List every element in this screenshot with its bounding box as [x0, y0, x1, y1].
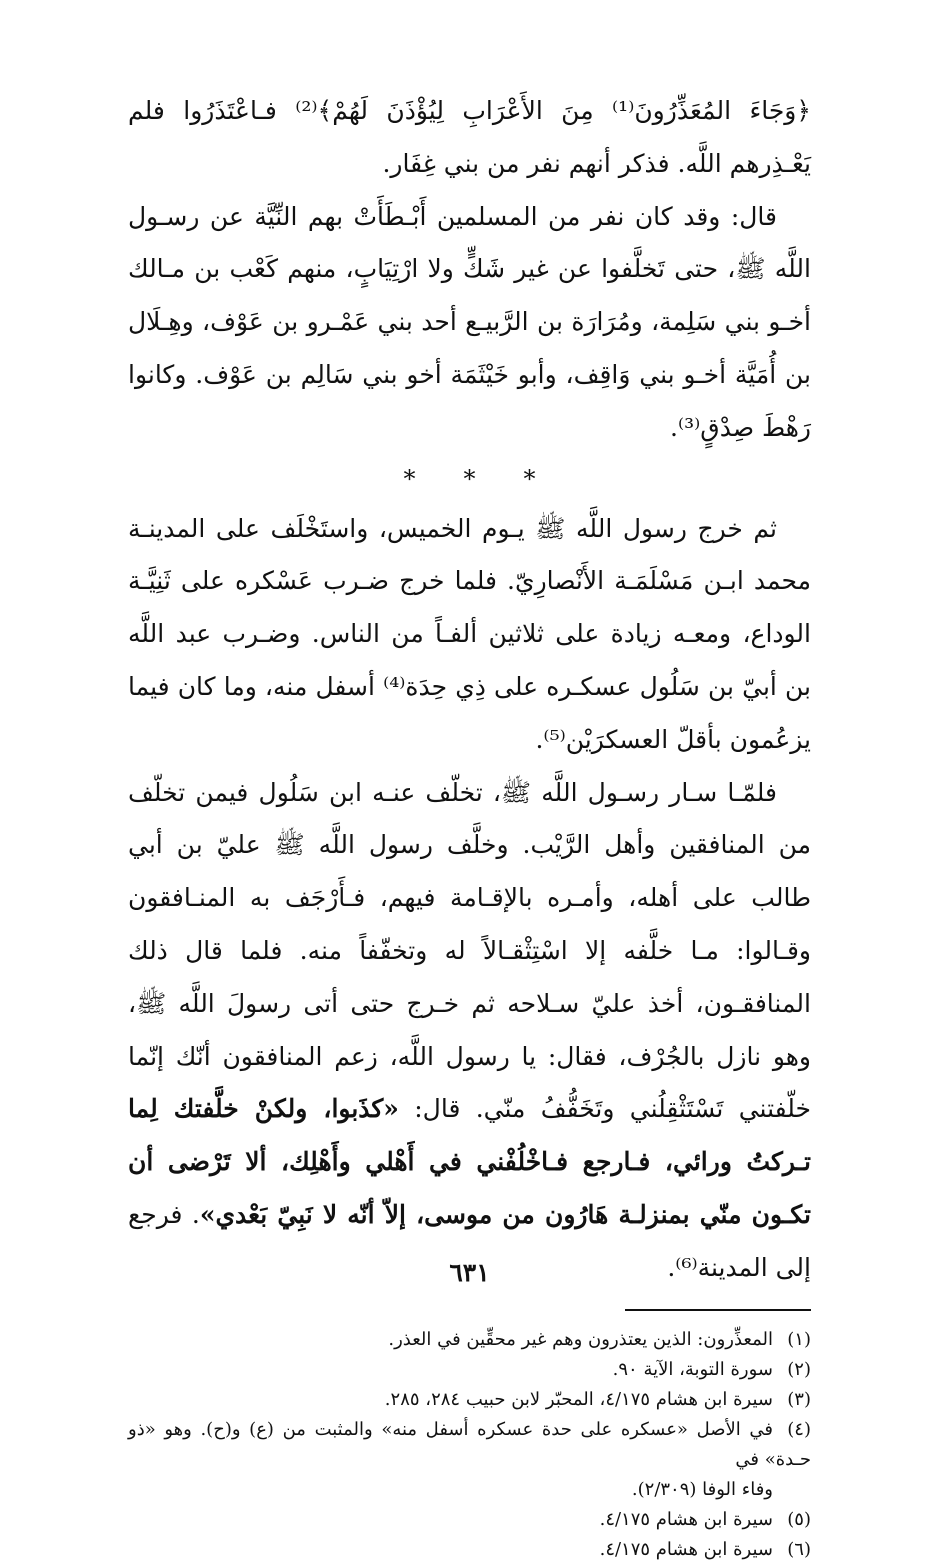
footnote-text: سيرة ابن هشام ٤/١٧٥.	[599, 1538, 773, 1560]
footnote-number: (٢)	[787, 1358, 811, 1380]
hadith-quote: «كذَبوا، ولكنْ خلَّفتك لِما تـركتُ ورائي، فـارجع فـاخْلُفْني في أَهْلي وأَهْلِك، ألا تَرْضى أن تكـون منّي بمنزلـة هَارُون من موسى، إلاّ أنّه لا نَبِيّ بَعْدي»	[128, 1094, 811, 1229]
footnote-text: سيرة ابن هشام ٤/١٧٥.	[599, 1508, 773, 1530]
paragraph-4-text: فلمّـا سـار رسـول اللَّه ﷺ، تخلّف عنـه ابن سَلُول فيمن تخلّف من المنافقين وأهل الرَّيْب. وخلَّف رسول اللَّه ﷺ عليّ بن أبي طالب على أهله، وأمـره بالإقـامة فيهم، فـأَرْجَف به المنـافقون وقـالوا: مـا خلَّفه إلا اسْتِثْقـالاً له وتخفّفاً منه. فلما قال ذلك المنافقـون، أخذ عليّ سـلاحه ثم خـرج حتى أتى رسولَ اللَّه ﷺ، وهو نازل بالجُرْف، فقال: يا رسول اللَّه، زعم المنافقون أنّك إنّما خلّفتني تَسْتَثْقِلُني وتَخَفُّفُ منّي. قال:	[128, 777, 811, 1124]
page-number: ٦٣١	[449, 1258, 490, 1287]
footnote-number: (٥)	[787, 1508, 811, 1530]
footnote-text: في الأصل «عسكره على حدة عسكره أسفل منه» والمثبت من (ع) و(ح). وهو «ذو حـدة» في	[128, 1418, 811, 1470]
star-separator: *	[403, 464, 464, 493]
star-separator: *	[523, 464, 584, 493]
footnote-2	[128, 1355, 811, 1385]
paragraph-4-ending: . فرجع إلى المدينة⁽⁶⁾.	[128, 1199, 811, 1282]
footnote-text: سورة التوبة، الآية ٩٠.	[612, 1358, 773, 1380]
footnote-separator-line	[625, 1309, 811, 1311]
paragraph-4	[128, 767, 811, 1295]
footnotes-list	[128, 1325, 811, 1565]
footnote-number: (٣)	[787, 1388, 811, 1410]
footnote-5	[128, 1505, 811, 1535]
section-separator-stars	[128, 455, 811, 503]
footnote-text: المعذِّرون: الذين يعتذرون وهم غير محقِّين في العذر.	[388, 1328, 773, 1350]
star-separator: *	[463, 464, 524, 493]
footnote-number: (٤)	[787, 1418, 811, 1440]
footnote-6	[128, 1535, 811, 1565]
footnote-text: سيرة ابن هشام ٤/١٧٥، المحبّر لابن حبيب ٢٨٤، ٢٨٥.	[384, 1388, 773, 1410]
footnote-number: (١)	[787, 1328, 811, 1350]
footnote-1	[128, 1325, 811, 1355]
footnote-4	[128, 1415, 811, 1475]
footnote-3	[128, 1385, 811, 1415]
paragraph-1: ﴿وَجَاءَ المُعَذِّرُونَ⁽¹⁾ مِنَ الأَعْرَابِ لِيُؤْذَنَ لَهُمْ﴾⁽²⁾ فـاعْتَذَرُوا فلم يَعْـذِرهم اللَّه. فذكر أنهم نفر من بني غِفَار.	[128, 96, 811, 178]
paragraph-3: ثم خرج رسول اللَّه ﷺ يـوم الخميس، واستَخْلَف على المدينـة محمد ابـن مَسْلَمَـة الأَنْصارِيّ. فلما خرج ضـرب عَسْكره على ثَنِيَّـة الوداع، ومعـه زيادة على ثلاثين ألفـاً من الناس. وضـرب عبد اللَّه بن أبيّ بن سَلُول عسكـره على ذِي حِدَة⁽⁴⁾ أسفل منه، وما كان فيما يزعُمون بأقلّ العسكرَيْن⁽⁵⁾.	[128, 513, 811, 754]
footnote-number: (٦)	[787, 1538, 811, 1560]
paragraph-2: قال: وقد كان نفر من المسلمين أَبْـطَأَتْ بهم النِّيَّة عن رسـول اللَّه ﷺ، حتى تَخلَّفوا عن غير شَكٍّ ولا ارْتِيَابٍ، منهم كَعْب بن مـالك أخـو بني سَلِمة، ومُرَارَة بن الرَّبيـع أحد بني عَمْـرو بن عَوْف، وهِـلَال بن أُمَيَّة أخـو بني وَاقِف، وأبو خَيْثَمَة أخو بني سَالِم بن عَوْف. وكانوا رَهْطَ صِدْقٍ⁽³⁾.	[128, 201, 811, 442]
footnote-4-continuation: وفاء الوفا (٢/٣٠٩).	[631, 1478, 773, 1500]
